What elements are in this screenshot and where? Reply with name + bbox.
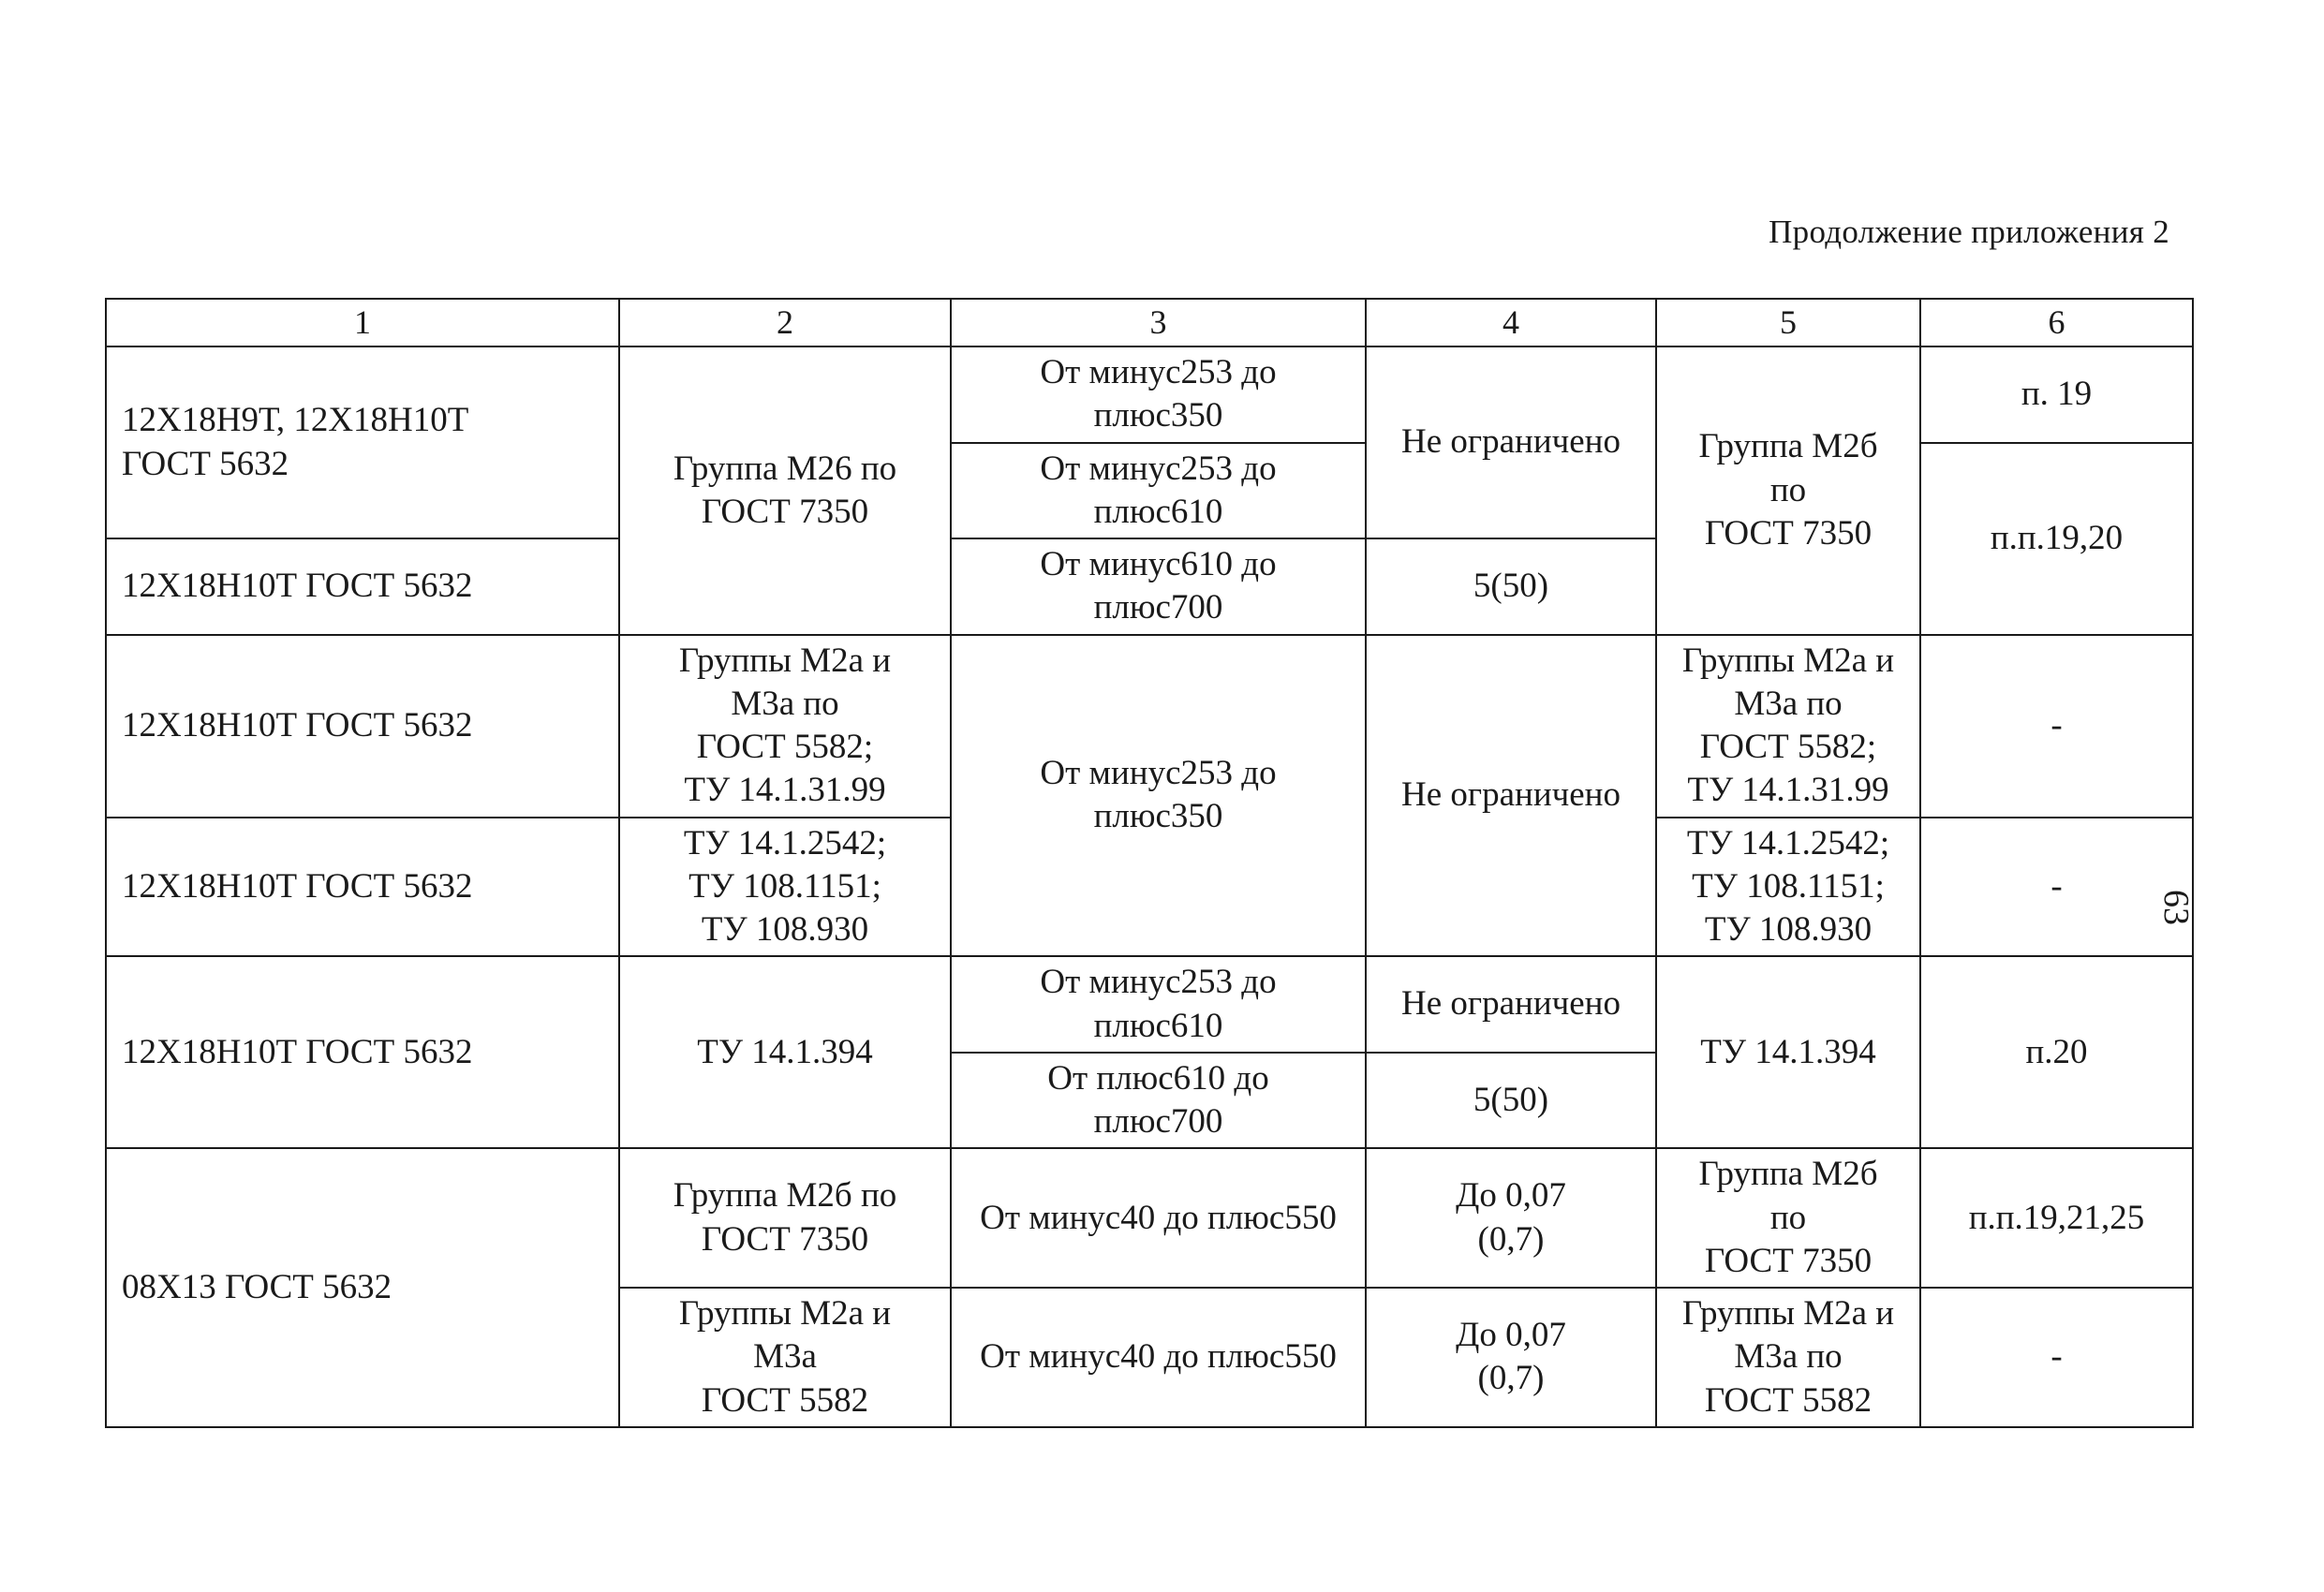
header-cell: 5: [1656, 299, 1920, 346]
pressure-cell: 5(50): [1366, 538, 1656, 635]
norm-cell: Группы М2а и М3а по ГОСТ 5582; ТУ 14.1.31.99: [1656, 635, 1920, 818]
product-group-cell: Группы М2а и М3а по ГОСТ 5582; ТУ 14.1.31.99: [619, 635, 951, 818]
material-cell: 12Х18Н10Т ГОСТ 5632: [106, 538, 619, 635]
material-cell: 12Х18Н10Т ГОСТ 5632: [106, 818, 619, 957]
temperature-cell: От минус253 до плюс610: [951, 956, 1366, 1053]
temperature-cell: От минус40 до плюс550: [951, 1288, 1366, 1427]
pressure-cell: Не ограничено: [1366, 346, 1656, 538]
product-group-cell: Группа М26 по ГОСТ 7350: [619, 346, 951, 635]
material-cell: 12Х18Н10Т ГОСТ 5632: [106, 956, 619, 1148]
pressure-cell: До 0,07 (0,7): [1366, 1288, 1656, 1427]
header-cell: 1: [106, 299, 619, 346]
material-cell: 12Х18Н9Т, 12Х18Н10Т ГОСТ 5632: [106, 346, 619, 538]
header-row: [106, 299, 2193, 346]
norm-cell: Группа М2б по ГОСТ 7350: [1656, 346, 1920, 635]
pressure-cell: Не ограничено: [1366, 635, 1656, 957]
norm-cell: Группы М2а и М3а по ГОСТ 5582: [1656, 1288, 1920, 1427]
table-row: [106, 956, 2193, 1053]
table-caption: Продолжение приложения 2: [1769, 214, 2169, 250]
temperature-cell: От минус253 до плюс350: [951, 346, 1366, 443]
temperature-cell: От минус253 до плюс350: [951, 635, 1366, 957]
table-row: [106, 1148, 2193, 1288]
page-number: 63: [2156, 890, 2196, 925]
note-cell: -: [1920, 635, 2193, 818]
material-cell: 08Х13 ГОСТ 5632: [106, 1148, 619, 1427]
pressure-cell: Не ограничено: [1366, 956, 1656, 1053]
product-group-cell: Группы М2а и М3а ГОСТ 5582: [619, 1288, 951, 1427]
norm-cell: Группа М2б по ГОСТ 7350: [1656, 1148, 1920, 1288]
temperature-cell: От минус253 до плюс610: [951, 443, 1366, 539]
temperature-cell: От минус610 до плюс700: [951, 538, 1366, 635]
product-group-cell: ТУ 14.1.2542; ТУ 108.1151; ТУ 108.930: [619, 818, 951, 957]
header-cell: 6: [1920, 299, 2193, 346]
note-cell: п.20: [1920, 956, 2193, 1148]
product-group-cell: Группа М2б по ГОСТ 7350: [619, 1148, 951, 1288]
note-cell: п.п.19,20: [1920, 443, 2193, 635]
temperature-cell: От плюс610 до плюс700: [951, 1053, 1366, 1149]
note-cell: -: [1920, 818, 2193, 957]
header-cell: 4: [1366, 299, 1656, 346]
material-cell: 12Х18Н10Т ГОСТ 5632: [106, 635, 619, 818]
pressure-cell: 5(50): [1366, 1053, 1656, 1149]
header-cell: 3: [951, 299, 1366, 346]
norm-cell: ТУ 14.1.2542; ТУ 108.1151; ТУ 108.930: [1656, 818, 1920, 957]
temperature-cell: От минус40 до плюс550: [951, 1148, 1366, 1288]
materials-table: [105, 298, 2194, 1428]
note-cell: п. 19: [1920, 346, 2193, 443]
header-cell: 2: [619, 299, 951, 346]
table-row: [106, 346, 2193, 443]
product-group-cell: ТУ 14.1.394: [619, 956, 951, 1148]
note-cell: п.п.19,21,25: [1920, 1148, 2193, 1288]
pressure-cell: До 0,07 (0,7): [1366, 1148, 1656, 1288]
norm-cell: ТУ 14.1.394: [1656, 956, 1920, 1148]
note-cell: -: [1920, 1288, 2193, 1427]
table-row: [106, 635, 2193, 818]
